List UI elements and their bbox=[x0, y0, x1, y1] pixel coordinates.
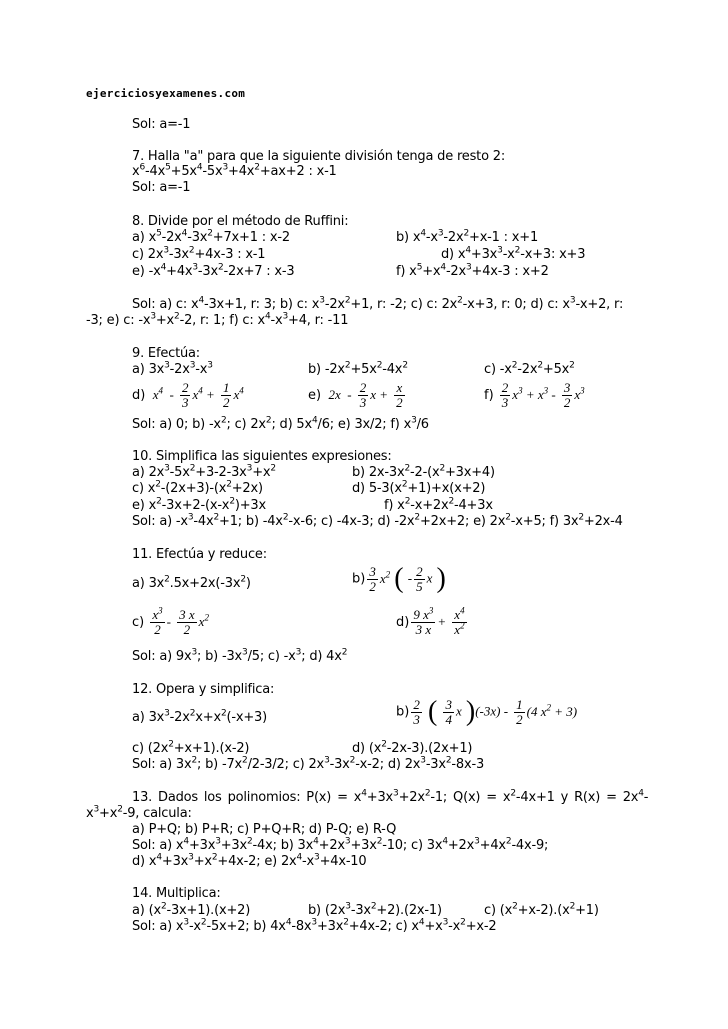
exercise-13-statement-2: $x^3+x^2-9$, calcula: bbox=[86, 804, 192, 821]
exercise-10-d: d) $5-3(x^2+1)+x(x+2)$ bbox=[352, 479, 486, 496]
exercise-14-c: c) $(x^2+x-2).(x^2+1)$ bbox=[484, 901, 599, 918]
exercise-12-c: c) $(2x^2+x+1).(x-2)$ bbox=[132, 739, 250, 756]
exercise-11-c: c) $\frac{x^3}{2}$ - $\frac{3 x}{2}$ $x^2$ bbox=[132, 605, 209, 637]
site-header: ejerciciosyexamenes.com bbox=[86, 87, 246, 100]
exercise-11-solution: Sol: a) $9x^3$; b) $-3x^3/5$; c) $-x^3$; d) $4x^2$ bbox=[132, 647, 348, 664]
exercise-13-solution-2: d) $x^4+3x^3+x^2+4x-2$; e) $2x^4-x^3+4x-10$ bbox=[132, 852, 367, 869]
exercise-9-title: 9. Efectúa: bbox=[132, 346, 200, 361]
exercise-8-b: b) $x^4-x^3-2x^2+x-1$ : x+1 bbox=[396, 228, 539, 245]
exercise-8-c: c) $2x^3-3x^2+4x-3$ : x-1 bbox=[132, 245, 266, 262]
exercise-13-statement-1: 13. Dados los polinomios: $P(x) = x^4+3x^3+2x^2-1$; $Q(x) = x^2-4x+1$ y $R(x) = 2x^4-$ bbox=[132, 788, 649, 805]
exercise-11-b: b) $\frac{3}{2}$ $x^2$ ( - $\frac{2}{5}$ x ) bbox=[352, 563, 446, 594]
exercise-14-solution: Sol: a) $x^3-x^2-5x+2$; b) $4x^4-8x^3+3x^2+4x-2$; c) $x^4+x^3-x^2+x-2$ bbox=[132, 917, 497, 934]
exercise-11-title: 11. Efectúa y reduce: bbox=[132, 547, 267, 562]
exercise-14-title: 14. Multiplica: bbox=[132, 886, 221, 901]
exercise-12-title: 12. Opera y simplifica: bbox=[132, 682, 275, 697]
exercise-10-b: b) $2x-3x^2-2-(x^2+3x+4)$ bbox=[352, 463, 495, 480]
exercise-8-e: e) $-x^4+4x^3-3x^2-2x+7$ : x-3 bbox=[132, 262, 295, 279]
exercise-14-a: a) $(x^2-3x+1).(x+2)$ bbox=[132, 901, 251, 918]
exercise-8-title: 8. Divide por el método de Ruffini: bbox=[132, 214, 349, 229]
previous-solution: Sol: a=-1 bbox=[132, 117, 191, 132]
exercise-7-solution: Sol: a=-1 bbox=[132, 180, 191, 195]
exercise-13-operations: a) P+Q; b) P+R; c) P+Q+R; d) P-Q; e) R-Q bbox=[132, 822, 397, 837]
exercise-8-a: a) $x^5-2x^4-3x^2+7x+1$ : x-2 bbox=[132, 228, 290, 245]
exercise-12-d: d) $(x^2-2x-3).(2x+1)$ bbox=[352, 739, 473, 756]
exercise-14-b: b) $(2x^3-3x^2+2).(2x-1)$ bbox=[308, 901, 442, 918]
exercise-10-e: e) $x^2-3x+2-(x-x^2)+3x$ bbox=[132, 496, 266, 513]
exercise-11-a: a) $3x^2.5x+2x(-3x^2)$ bbox=[132, 574, 251, 591]
exercise-9-solution: Sol: a) 0; b) $-x^2$; c) $2x^2$; d) $5x^4/6$; e) 3x/2; f) $x^3/6$ bbox=[132, 415, 429, 432]
exercise-11-d: d) $\frac{9 x^3}{3 x}$ + $\frac{x^4}{x^2}$ bbox=[396, 605, 465, 637]
exercise-8-f: f) $x^5+x^4-2x^3+4x-3$ : x+2 bbox=[396, 262, 549, 279]
exercise-7-title: 7. Halla "a" para que la siguiente división tenga de resto 2: bbox=[132, 149, 506, 164]
exercise-9-b: b) $-2x^2+5x^2-4x^2$ bbox=[308, 360, 408, 377]
exercise-12-solution: Sol: a) $3x^2$; b) $-7x^2/2-3/2$; c) $2x^3-3x^2-x-2$; d) $2x^3-3x^2-8x-3$ bbox=[132, 755, 485, 772]
exercise-8-solution-2: -3; e) c: $-x^3+x^2-2$, r: 1; f) c: $x^4-x^3+4$, r: -11 bbox=[86, 311, 349, 328]
exercise-10-f: f) $x^2-x+2x^2-4+3x$ bbox=[384, 496, 493, 513]
exercise-9-f: f) $\frac{2}{3}$ $x^3 + x^3$ - $\frac{3}{2}$ $x^3$ bbox=[484, 380, 585, 410]
exercise-9-c: c) $-x^2-2x^2+5x^2$ bbox=[484, 360, 575, 377]
exercise-13-solution-1: Sol: a) $x^4+3x^3+3x^2-4x$; b) $3x^4+2x^3+3x^2-10$; c) $3x^4+2x^3+4x^2-4x-9$; bbox=[132, 836, 549, 853]
exercise-12-b: b) $\frac{2}{3}$ ( $\frac{3}{4}$ x )(-3x) - $\frac{1}{2}$ (4 $x^2 + 3$) bbox=[396, 696, 578, 727]
exercise-9-d: d) $x^4$ - $\frac{2}{3}$ $x^4$ + $\frac{1}{2}$ $x^4$ bbox=[132, 380, 244, 410]
exercise-10-c: c) $x^2-(2x+3)-(x^2+2x)$ bbox=[132, 479, 263, 496]
exercise-10-title: 10. Simplifica las siguientes expresiones: bbox=[132, 449, 392, 464]
exercise-9-a: a) $3x^3-2x^3-x^3$ bbox=[132, 360, 213, 377]
exercise-8-solution-1: Sol: a) c: $x^4-3x+1$, r: 3; b) c: $x^3-2x^2+1$, r: -2; c) c: $2x^2-x+3$, r: 0; d) c: $x^3-x+2$, r: bbox=[132, 295, 624, 312]
exercise-10-a: a) $2x^3-5x^2+3-2-3x^3+x^2$ bbox=[132, 463, 276, 480]
exercise-9-e: e) 2x - $\frac{2}{3}$ x + $\frac{x}{2}$ bbox=[308, 380, 403, 410]
exercise-8-d: d) $x^4+3x^3-x^2-x+3$: x+3 bbox=[441, 245, 586, 262]
exercise-12-a: a) $3x^3-2x^2x+x^2(-x+3)$ bbox=[132, 708, 267, 725]
exercise-10-solution: Sol: a) $-x^3-4x^2+1$; b) $-4x^2-x-6$; c) -4x-3; d) $-2x^2+2x+2$; e) $2x^2-x+5$; f) $3x^2+2x-4$ bbox=[132, 512, 623, 529]
exercise-7-expression: $x^6-4x^5+5x^4-5x^3+4x^2+ax+2$ : x-1 bbox=[132, 162, 337, 179]
